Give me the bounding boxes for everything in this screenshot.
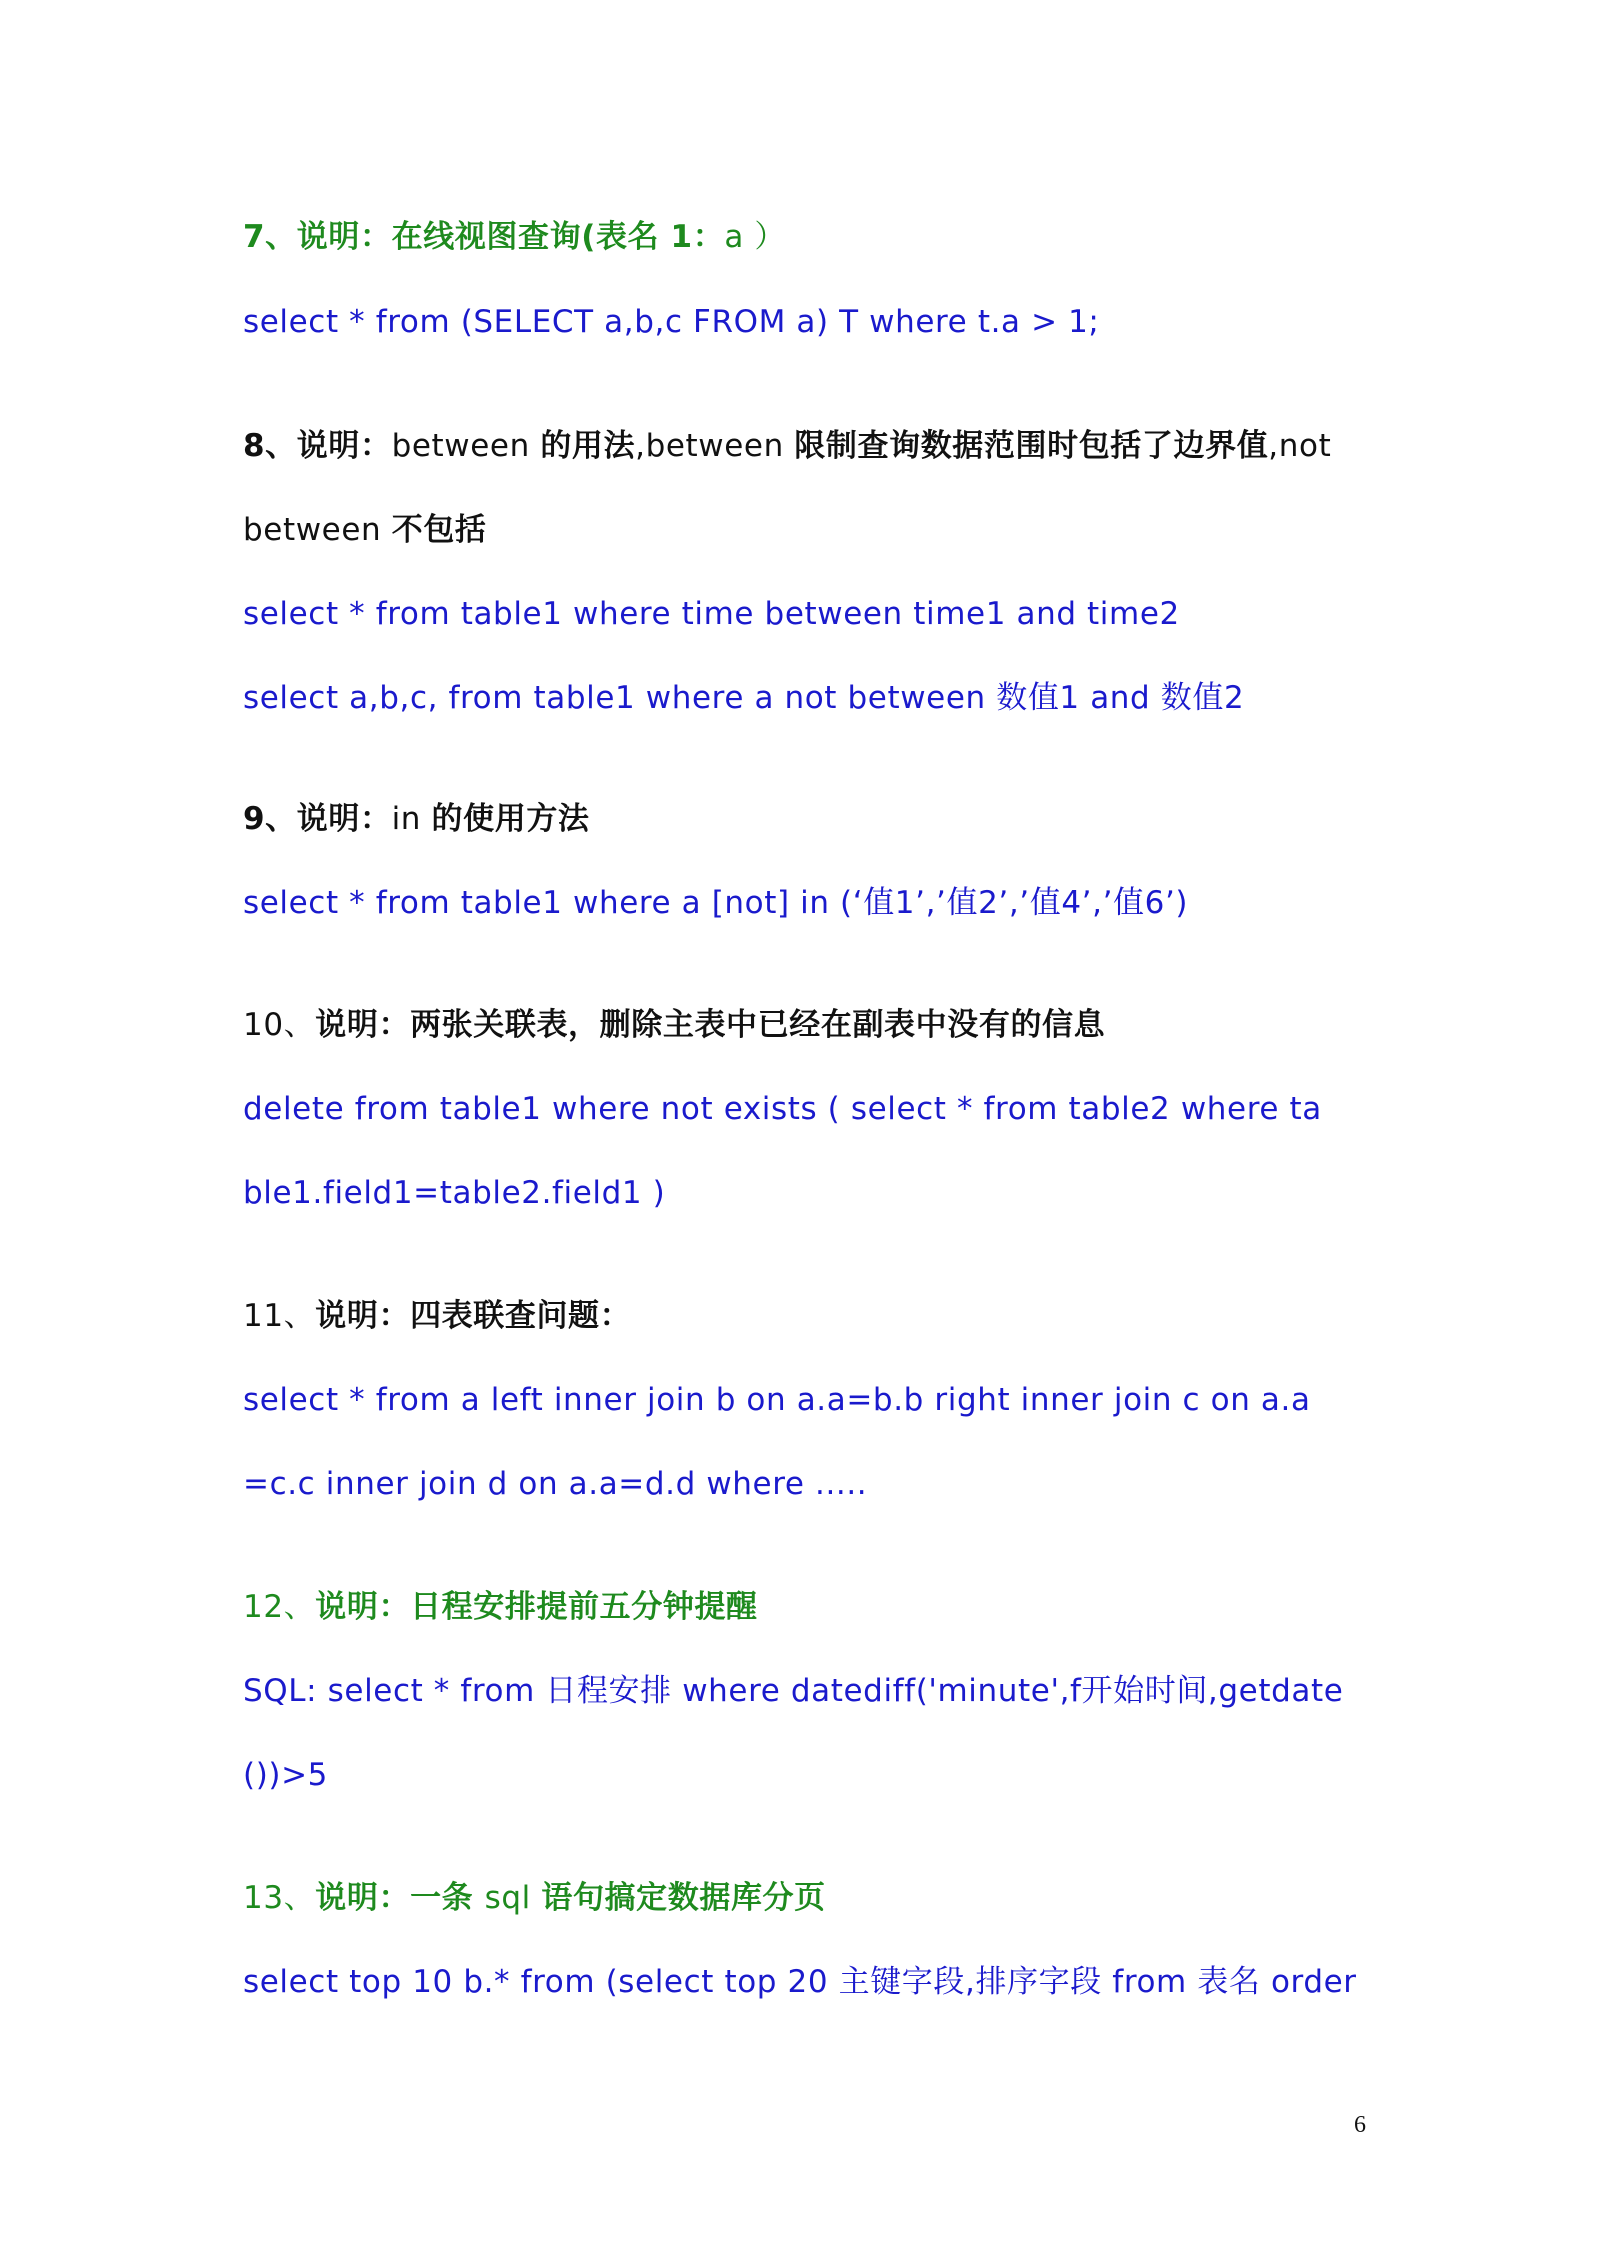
section-8-heading: 8、说明：between 的用法,between 限制查询数据范围时包括了边界值,not xyxy=(243,428,1332,464)
section-9-code-line-1: select * from table1 where a [not] in (‘值1’,’值2’,’值4’,’值6’) xyxy=(243,885,1189,921)
section-12-code-line-1: SQL: select * from 日程安排 where datediff('minute',f开始时间,getdate xyxy=(243,1673,1344,1709)
section-12-heading: 12、说明：日程安排提前五分钟提醒 xyxy=(243,1589,758,1625)
section-7-code-line-1: select * from (SELECT a,b,c FROM a) T where t.a > 1; xyxy=(243,304,1100,340)
section-11-code-line-1: select * from a left inner join b on a.a=b.b right inner join c on a.a xyxy=(243,1382,1311,1418)
section-11-heading: 11、说明：四表联查问题： xyxy=(243,1298,632,1334)
section-8-code-line-2: select a,b,c, from table1 where a not between 数值1 and 数值2 xyxy=(243,680,1245,716)
section-9-heading: 9、说明：in 的使用方法 xyxy=(243,801,590,837)
section-8-code-line-1: select * from table1 where time between time1 and time2 xyxy=(243,596,1180,632)
section-13-heading: 13、说明：一条 sql 语句搞定数据库分页 xyxy=(243,1880,826,1916)
section-7-heading: 7、说明：在线视图查询(表名 1：a ） xyxy=(243,219,786,255)
section-10-code-line-2: ble1.field1=table2.field1 ) xyxy=(243,1175,666,1211)
section-8-heading-continued: between 不包括 xyxy=(243,512,487,548)
section-10-heading: 10、说明：两张关联表，删除主表中已经在副表中没有的信息 xyxy=(243,1007,1106,1043)
section-11-code-line-2: =c.c inner join d on a.a=d.d where ..... xyxy=(243,1466,868,1502)
section-10-code-line-1: delete from table1 where not exists ( select * from table2 where ta xyxy=(243,1091,1322,1127)
section-13-code-line-1: select top 10 b.* from (select top 20 主键字段,排序字段 from 表名 order xyxy=(243,1964,1357,2000)
page-number: 6 xyxy=(1354,2112,1366,2138)
section-12-code-line-2: ())>5 xyxy=(243,1757,328,1793)
